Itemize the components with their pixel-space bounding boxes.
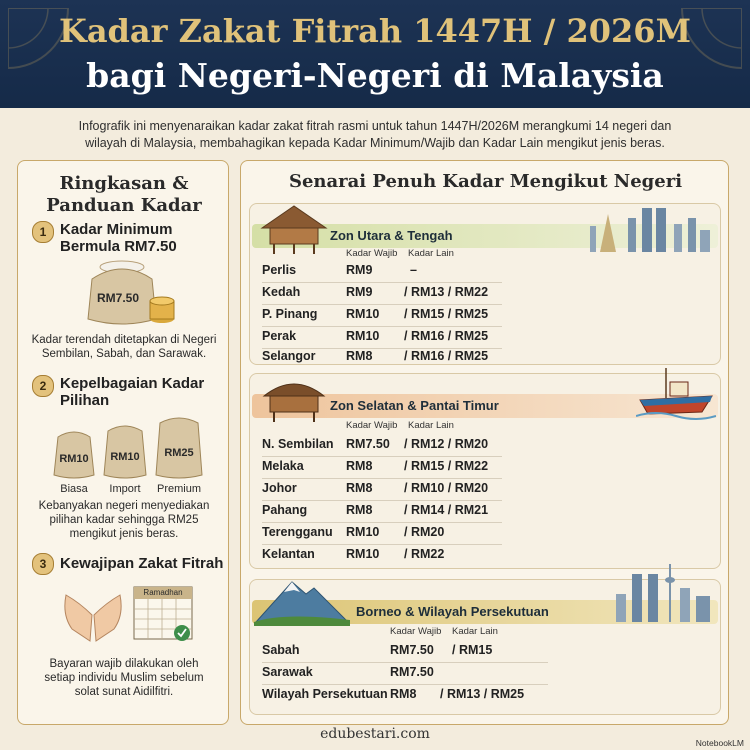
col-header-wajib: Kadar Wajib: [390, 626, 442, 637]
table-row: [262, 456, 502, 479]
sack-label-import: RM10: [110, 451, 140, 463]
rate-wajib: RM8: [346, 459, 373, 473]
rate-lain: / RM15: [452, 643, 493, 657]
city-skyline-icon: [580, 204, 716, 256]
state-name: Pahang: [262, 503, 308, 517]
traditional-house-icon: [260, 204, 328, 256]
rate-lain: / RM16 / RM25: [404, 349, 489, 363]
page-subtitle: bagi Negeri-Negeri di Malaysia: [86, 56, 664, 95]
col-header-wajib: Kadar Wajib: [346, 248, 398, 259]
table-row: [262, 260, 502, 283]
watermark: NotebookLM: [695, 738, 744, 748]
rate-wajib: RM10: [346, 307, 380, 321]
state-name: Perlis: [262, 263, 297, 277]
section-number-1: 1: [32, 221, 54, 243]
section2-desc-line1: Kebanyakan negeri menyediakan: [38, 500, 210, 512]
header-banner: [0, 0, 750, 108]
table-row: [262, 640, 548, 663]
zone-borneo-wilayah: [249, 579, 721, 715]
rate-wajib: RM9: [346, 263, 373, 277]
zone-selatan-pantai-timur: [249, 373, 721, 569]
col-header-wajib: Kadar Wajib: [346, 420, 398, 431]
col-header-lain: Kadar Lain: [452, 626, 498, 637]
state-name: Selangor: [262, 349, 316, 363]
rate-wajib: RM8: [346, 481, 373, 495]
table-row: [262, 478, 502, 501]
full-list-title: Senarai Penuh Kadar Mengikut Negeri: [288, 171, 683, 192]
rate-wajib: RM7.50: [390, 665, 434, 679]
rice-sack-icon: [154, 413, 204, 479]
rate-lain: / RM10 / RM20: [404, 481, 489, 495]
sack-caption-biasa: Biasa: [60, 483, 88, 495]
traditional-house-icon: [260, 374, 328, 424]
state-name: Johor: [262, 481, 297, 495]
table-row: [262, 662, 548, 685]
page-title: Kadar Zakat Fitrah 1447H / 2026M: [59, 12, 691, 50]
table-row: [262, 544, 502, 566]
sack-label-minimum: RM7.50: [96, 291, 140, 305]
state-name: Melaka: [262, 459, 304, 473]
section3-desc-line1: Bayaran wajib dilakukan oleh: [49, 658, 199, 670]
zone-utara-tengah: [249, 203, 721, 365]
rice-sack-icon: [102, 421, 148, 479]
rate-lain: –: [410, 263, 417, 277]
section1-title-line2: Bermula RM7.50: [60, 238, 177, 255]
rate-lain: / RM13 / RM25: [440, 687, 525, 701]
mountain-icon: [254, 574, 350, 626]
rate-wajib: RM8: [390, 687, 417, 701]
section-number-2: 2: [32, 375, 54, 397]
section3-desc-line2: setiap individu Muslim sebelum: [44, 672, 204, 684]
rate-wajib: RM8: [346, 349, 373, 363]
rate-lain: / RM16 / RM25: [404, 329, 489, 343]
intro-text: Infografik ini menyenaraikan kadar zakat fitrah rasmi untuk tahun 1447H/2026M merangkumi 14 negeri dan wilayah di Malaysia, membahagikan kepada Kadar Minimum/Wajib dan Kadar Lain mengikut jenis beras.: [78, 119, 672, 150]
rate-wajib: RM10: [346, 525, 380, 539]
section2-title-line1: Kepelbagaian Kadar: [60, 375, 205, 392]
sack-caption-import: Import: [109, 483, 141, 495]
section-number-3: 3: [32, 553, 54, 575]
rate-wajib: RM7.50: [346, 437, 390, 451]
rate-lain: / RM13 / RM22: [404, 285, 489, 299]
state-name: Perak: [262, 329, 297, 343]
state-name: Terengganu: [262, 525, 333, 539]
rate-lain: / RM12 / RM20: [404, 437, 489, 451]
section2-title-line2: Pilihan: [60, 392, 110, 409]
state-name: Wilayah Persekutuan: [262, 687, 388, 701]
zone-title: Borneo & Wilayah Persekutuan: [252, 600, 718, 624]
section1-desc-line2: Sembilan, Sabah, dan Sarawak.: [41, 348, 207, 360]
zone-title: Zon Selatan & Pantai Timur: [252, 394, 718, 418]
state-name: Kelantan: [262, 547, 315, 561]
state-name: N. Sembilan: [262, 437, 334, 451]
sack-caption-premium: Premium: [156, 483, 201, 495]
summary-title-line1: Ringkasan &: [59, 173, 189, 194]
full-list-panel: [240, 160, 729, 725]
section2-desc-line3: mengikut jenis beras.: [69, 528, 179, 540]
rate-lain: / RM20: [404, 525, 445, 539]
table-row: [262, 684, 548, 706]
summary-title-line2: Panduan Kadar: [46, 195, 202, 216]
sack-label-premium: RM25: [164, 447, 194, 459]
table-row: [262, 434, 502, 457]
rate-wajib: RM10: [346, 547, 380, 561]
rate-wajib: RM10: [346, 329, 380, 343]
zone-title: Zon Utara & Tengah: [252, 224, 718, 248]
section1-title-line1: Kadar Minimum: [60, 221, 173, 238]
city-skyline-icon: [610, 564, 718, 624]
rate-wajib: RM8: [346, 503, 373, 517]
sack-label-biasa: RM10: [59, 453, 89, 465]
rate-wajib: RM9: [346, 285, 373, 299]
table-row: [262, 304, 502, 327]
rate-lain: / RM15 / RM22: [404, 459, 489, 473]
footer-site: edubestari.com: [320, 726, 430, 742]
col-header-lain: Kadar Lain: [408, 248, 454, 259]
section1-desc-line1: Kadar terendah ditetapkan di Negeri: [31, 334, 217, 346]
table-row: [262, 522, 502, 545]
table-row: [262, 500, 502, 523]
col-header-lain: Kadar Lain: [408, 420, 454, 431]
praying-hands-icon: [58, 585, 128, 645]
rate-wajib: RM7.50: [390, 643, 434, 657]
section3-title: Kewajipan Zakat Fitrah: [60, 555, 224, 572]
state-name: Kedah: [262, 285, 301, 299]
section2-desc-line2: pilihan kadar sehingga RM25: [49, 514, 199, 526]
state-name: Sabah: [262, 643, 300, 657]
table-row: [262, 346, 502, 368]
state-name: P. Pinang: [262, 307, 318, 321]
rate-lain: / RM22: [404, 547, 445, 561]
fishing-boat-icon: [636, 364, 716, 420]
rate-lain: / RM14 / RM21: [404, 503, 489, 517]
summary-panel: [17, 160, 229, 725]
rate-lain: / RM15 / RM25: [404, 307, 489, 321]
table-row: [262, 282, 502, 305]
calendar-label: Ramadhan: [143, 588, 183, 597]
section3-desc-line3: solat sunat Aidilfitri.: [74, 686, 174, 698]
state-name: Sarawak: [262, 665, 313, 679]
